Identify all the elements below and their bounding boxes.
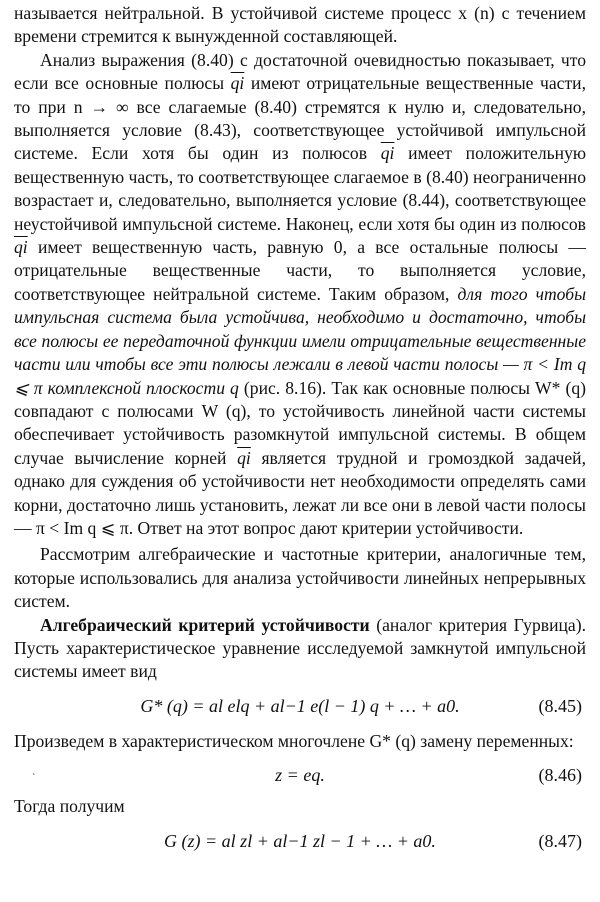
pole-symbol: $\overline{qi}$ [14,237,28,258]
text-run: является трудной и громоздкой задачей, однако для суждения об устойчивости нет необходимости определять сами корни, достаточно лишь установить, лежат ли все они в левой части полосы — π < Im q ⩽ π. Ответ на этот вопрос дают критерии устойчивости. [14,447,586,538]
paragraph-3 [14,614,586,684]
italic-statement: для того чтобы импульсная система была устойчива, необходимо и достаточно, чтобы все полюсы ее передаточной функции имели отрицательные вещественные части или чтобы все эти полюсы лежали в левой части полосы — π < Im q ⩽ π комплексной плоскости q [14,283,586,398]
equation-body: G* (q) = al elq + al−1 e(l − 1) q + … + a0. [140,695,460,716]
equation-body: G (z) = al zl + al−1 zl − 1 + … + a0. [164,830,436,851]
pole-symbol: $\overline{qi}$ [230,73,245,94]
equation-body: z = eq. [275,765,325,786]
equation-number: (8.46) [538,765,582,786]
text-run: имеет положительную вещественную часть, то соответствующее слагаемое в (8.40) неограниченно возрастает и, следовательно, выполняется условие (8.44), соответствующее неустойчивой импульсной системе. Наконец, если хотя бы один из полюсов [14,143,587,234]
text-run: имеет вещественную часть, равную 0, а все остальные полюсы — отрицательные вещественные части, то выполняется условие, соответствующее нейтральной системе. Таким образом, [14,237,586,304]
paragraph-5: Тогда получим [14,796,125,817]
paragraph-0: называется нейтральной. В устойчивой системе процесс x (n) с течением времени стремится к вынужденной составляющей. [14,3,586,47]
equation-8-47 [14,819,586,871]
paragraph-2: Рассмотрим алгебраические и частотные критерии, аналогичные тем, которые использовались для анализа устойчивости линейных непрерывных систем. [14,544,586,612]
equation-8-45 [14,684,586,730]
paragraph-1 [14,49,586,541]
equation-number: (8.47) [538,830,582,851]
margin-mark: ` [32,773,36,785]
text-run: Анализ выражения (8.40) с достаточной очевидностью показывает, что если все основные полюсы [14,49,586,94]
text-run: (рис. 8.16). Так как основные полюсы W* (q) совпадают с полюсами W (q), то устойчивость линейной части системы обеспечивает устойчивость разомкнутой импульсной системы. В общем случае вычисление корней [14,377,586,468]
text-run: имеют отрицательные вещественные части, то при n → ∞ все слагаемые (8.40) стремятся к нулю и, следовательно, выполняется условие (8.43), соответствующее устойчивой импульсной системе. Если хотя бы один из полюсов [14,73,586,164]
pole-symbol: $\overline{qi}$ [237,447,251,468]
section-heading: Алгебраический критерий устойчивости [40,614,370,635]
equation-8-46 [14,753,586,795]
text-run: (аналог критерия Гурвица). Пусть характеристическое уравнение исследуемой замкнутой импульсной системы имеет вид [14,614,586,682]
paragraph-4: Произведем в характеристическом многочлене G* (q) замену переменных: [14,730,574,751]
pole-symbol: $\overline{qi}$ [380,143,395,164]
equation-number: (8.45) [538,695,582,716]
